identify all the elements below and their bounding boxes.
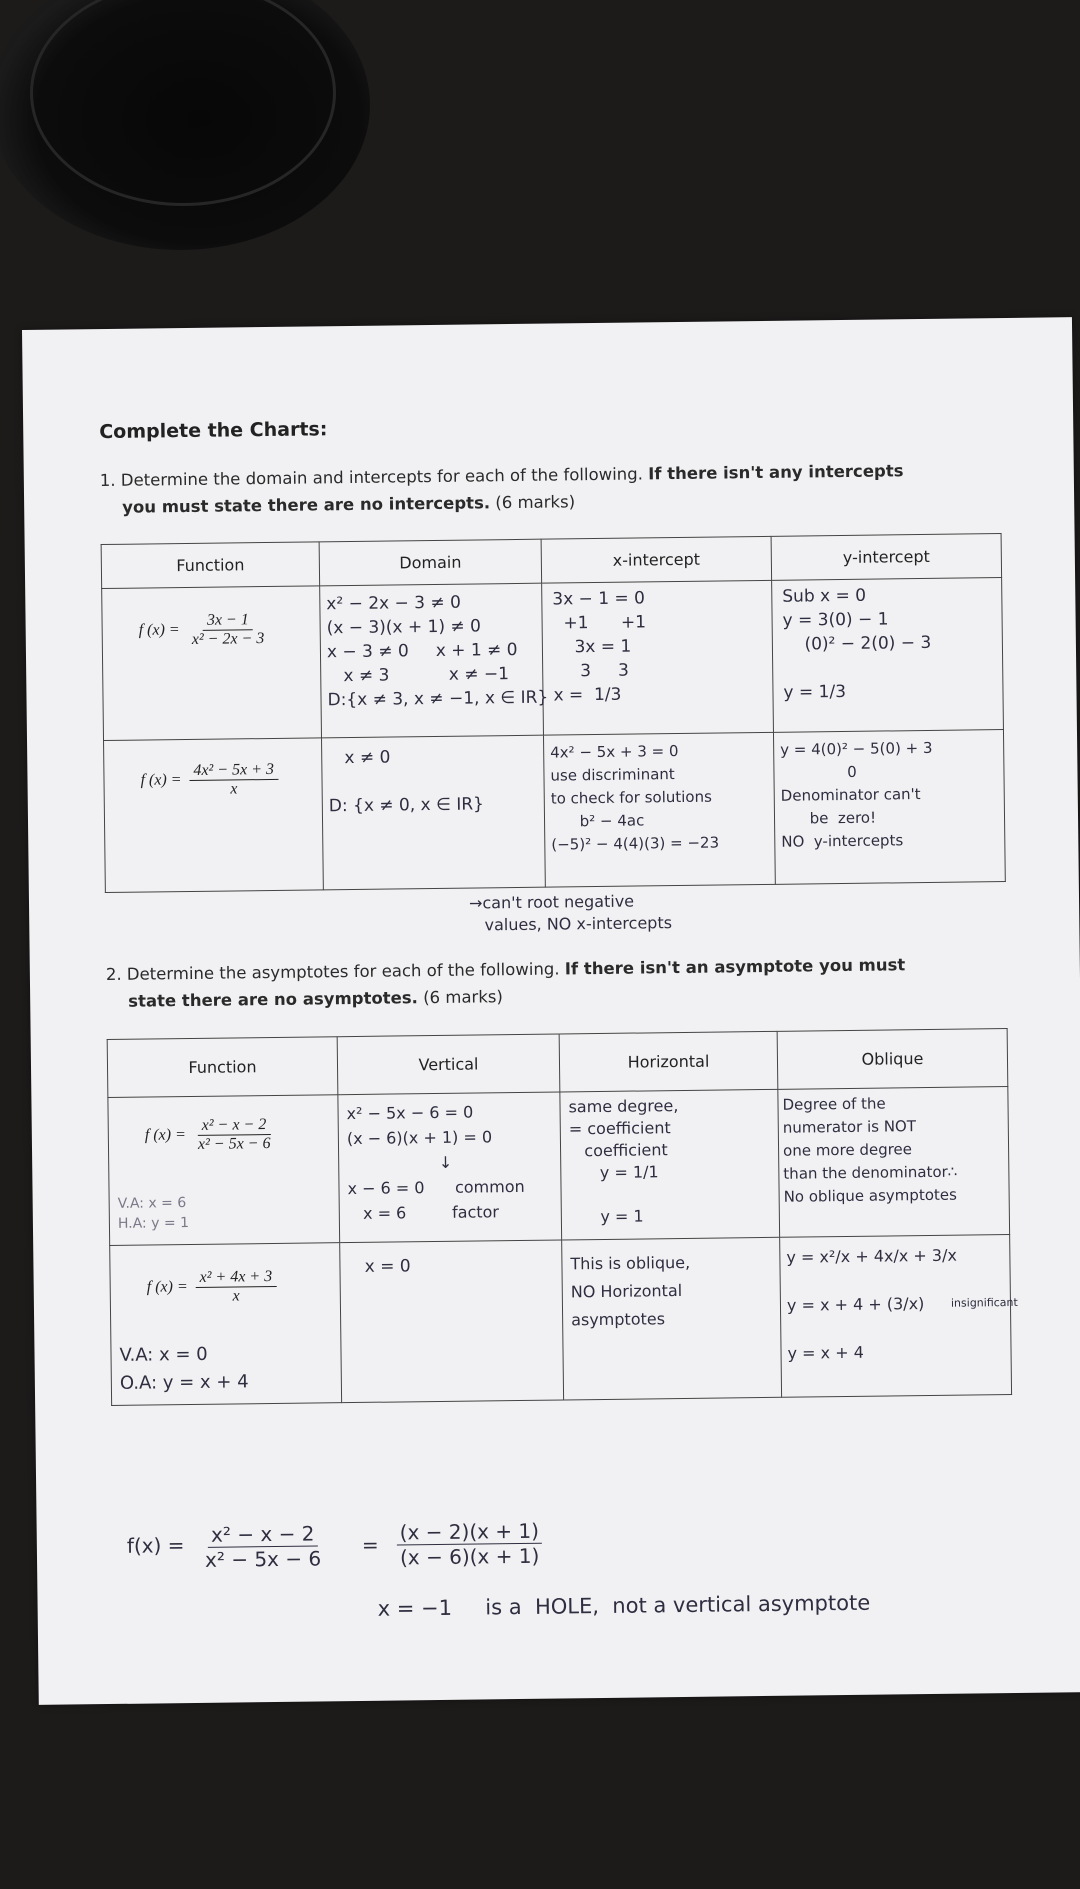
q1-row bbox=[104, 730, 1006, 893]
q1-r1-y-intercept bbox=[772, 578, 1004, 733]
q2-table bbox=[107, 1028, 1018, 1406]
q1-r2-y-intercept-work: y = 4(0)² − 5(0) + 3 0 Denominator can't be zero! NO y-intercepts bbox=[780, 738, 933, 851]
q1-line2-plain: (6 marks) bbox=[489, 492, 576, 513]
q2-r2-vertical-work: x = 0 bbox=[348, 1256, 411, 1278]
q1-line1-plain: 1. Determine the domain and intercepts for each of the following. bbox=[99, 464, 649, 491]
q2-r1-horizontal-work: same degree, = coefficient coefficient y = 1/1 y = 1 bbox=[568, 1096, 679, 1227]
q1-r2-x-intercept bbox=[543, 732, 775, 887]
q1-r1-domain-work: x² − 2x − 3 ≠ 0 (x − 3)(x + 1) ≠ 0 x − 3 ≠ 0 x + 1 ≠ 0 x ≠ 3 x ≠ −1 D:{x ≠ 3, x ≠ −1, x ∈ IR} bbox=[326, 592, 549, 711]
q1-r2-x-intercept-work: 4x² − 5x + 3 = 0 use discriminant to check for solutions b² − 4ac (−5)² − 4(4)(3) = −23 bbox=[550, 742, 720, 854]
q2-header-vertical: Vertical bbox=[337, 1034, 560, 1095]
q1-header-domain: Domain bbox=[319, 539, 542, 586]
q1-header-x-intercept: x-intercept bbox=[541, 536, 772, 583]
q1-line2-bold: you must state there are no intercepts. bbox=[122, 493, 491, 517]
q1-r2-function bbox=[104, 738, 324, 893]
q2-r1-oblique-work: Degree of the numerator is NOT one more degree than the denominator∴ No oblique asymptotes bbox=[782, 1094, 958, 1206]
q2-r1-vertical bbox=[338, 1092, 562, 1243]
q1-r2-domain-work: x ≠ 0 D: {x ≠ 0, x ∈ IR} bbox=[328, 747, 485, 817]
q2-r2-fn-numerator: x² + 4x + 3 bbox=[195, 1268, 276, 1288]
q2-r1-fn-prefix: f (x) = bbox=[144, 1126, 186, 1144]
hole-conclusion: x = −1 is a HOLE, not a vertical asymptote bbox=[377, 1590, 871, 1621]
q2-r1-horizontal bbox=[560, 1089, 780, 1240]
bowl-rim bbox=[30, 0, 336, 206]
q2-line2-bold: state there are no asymptotes. bbox=[128, 988, 419, 1011]
q2-r1-vertical-work: x² − 5x − 6 = 0 (x − 6)(x + 1) = 0 ↓ x − 6 = 0 common x = 6 factor bbox=[346, 1102, 525, 1224]
worksheet-paper bbox=[22, 317, 1080, 1705]
q1-r1-fn-numerator: 3x − 1 bbox=[203, 611, 253, 631]
q1-r2-fn-denominator: x bbox=[230, 780, 238, 798]
q1-r1-y-intercept-work: Sub x = 0 y = 3(0) − 1 (0)² − 2(0) − 3 y = 1/3 bbox=[782, 585, 932, 703]
hole-lhs-fraction bbox=[205, 1521, 322, 1571]
q2-r1-fn-numerator: x² − x − 2 bbox=[198, 1116, 271, 1136]
q2-r1-function bbox=[108, 1095, 340, 1246]
q2-header-oblique: Oblique bbox=[777, 1029, 1008, 1090]
q2-r1-fn-denominator: x² − 5x − 6 bbox=[197, 1135, 271, 1153]
q2-r2-horizontal-work: This is oblique, NO Horizontal asymptotes bbox=[570, 1252, 691, 1330]
q2-r2-horizontal bbox=[562, 1237, 782, 1400]
q1-header-function: Function bbox=[101, 542, 320, 589]
q2-r2-fn-note: V.A: x = 0 O.A: y = x + 4 bbox=[119, 1343, 249, 1394]
q2-line2-plain: (6 marks) bbox=[417, 987, 503, 1008]
q2-r2-oblique-work: y = x²/x + 4x/x + 3/x y = x + 4 + (3/x) y = x + 4 bbox=[786, 1245, 957, 1363]
q1-r1-fn-denominator: x² − 2x − 3 bbox=[191, 630, 265, 648]
q1-row bbox=[102, 578, 1004, 741]
q1-r2-fn-prefix: f (x) = bbox=[140, 771, 182, 789]
q1-r1-x-intercept-work: 3x − 1 = 0 +1 +1 3x = 1 3 3 x = 1/3 bbox=[552, 588, 647, 706]
hole-rhs-fraction bbox=[397, 1519, 543, 1570]
q1-r1-x-intercept bbox=[542, 580, 774, 735]
q1-r2-domain bbox=[322, 735, 546, 890]
bowl bbox=[0, 0, 370, 250]
hole-equals: = bbox=[361, 1532, 379, 1557]
q1-header-y-intercept: y-intercept bbox=[771, 534, 1002, 581]
hole-lhs-numerator: x² − x − 2 bbox=[208, 1521, 318, 1547]
q2-row bbox=[108, 1087, 1010, 1246]
q2-r2-fn-prefix: f (x) = bbox=[146, 1278, 188, 1296]
heading: Complete the Charts: bbox=[99, 418, 328, 444]
hole-lhs-denominator: x² − 5x − 6 bbox=[204, 1546, 322, 1572]
q2-r2-oblique bbox=[780, 1235, 1018, 1398]
q1-r1-domain bbox=[320, 583, 549, 738]
q1-line1-bold: If there isn't any intercepts bbox=[648, 461, 904, 484]
q2-instructions bbox=[106, 950, 1037, 1015]
q1-table bbox=[101, 533, 1006, 893]
q1-instructions bbox=[100, 456, 1031, 521]
hole-rhs-numerator: (x − 2)(x + 1) bbox=[397, 1519, 543, 1546]
q2-line1-plain: 2. Determine the asymptotes for each of the following. bbox=[105, 959, 565, 985]
q2-r2-vertical bbox=[340, 1240, 564, 1403]
hole-rhs-denominator: (x − 6)(x + 1) bbox=[399, 1543, 540, 1570]
q2-r1-oblique bbox=[778, 1087, 1010, 1238]
q1-discriminant-note: →can't root negative values, NO x-intercepts bbox=[468, 891, 673, 935]
q2-header-function: Function bbox=[107, 1037, 338, 1098]
q1-r1-function bbox=[102, 586, 322, 741]
q1-r2-fn-numerator: 4x² − 5x + 3 bbox=[189, 761, 278, 781]
q2-r2-function bbox=[110, 1243, 342, 1406]
q2-r1-fn-note: V.A: x = 6 H.A: y = 1 bbox=[117, 1195, 190, 1232]
q1-r2-y-intercept bbox=[773, 730, 1005, 885]
q2-line1-bold: If there isn't an asymptote you must bbox=[564, 955, 906, 979]
q1-r1-fn-prefix: f (x) = bbox=[138, 621, 180, 639]
q2-header-horizontal: Horizontal bbox=[559, 1031, 778, 1092]
q2-row bbox=[110, 1235, 1012, 1406]
q2-r2-fn-denominator: x bbox=[232, 1287, 240, 1305]
hole-lhs: f(x) = bbox=[126, 1533, 185, 1558]
q2-r2-oblique-aside: insignificant bbox=[950, 1295, 1018, 1310]
